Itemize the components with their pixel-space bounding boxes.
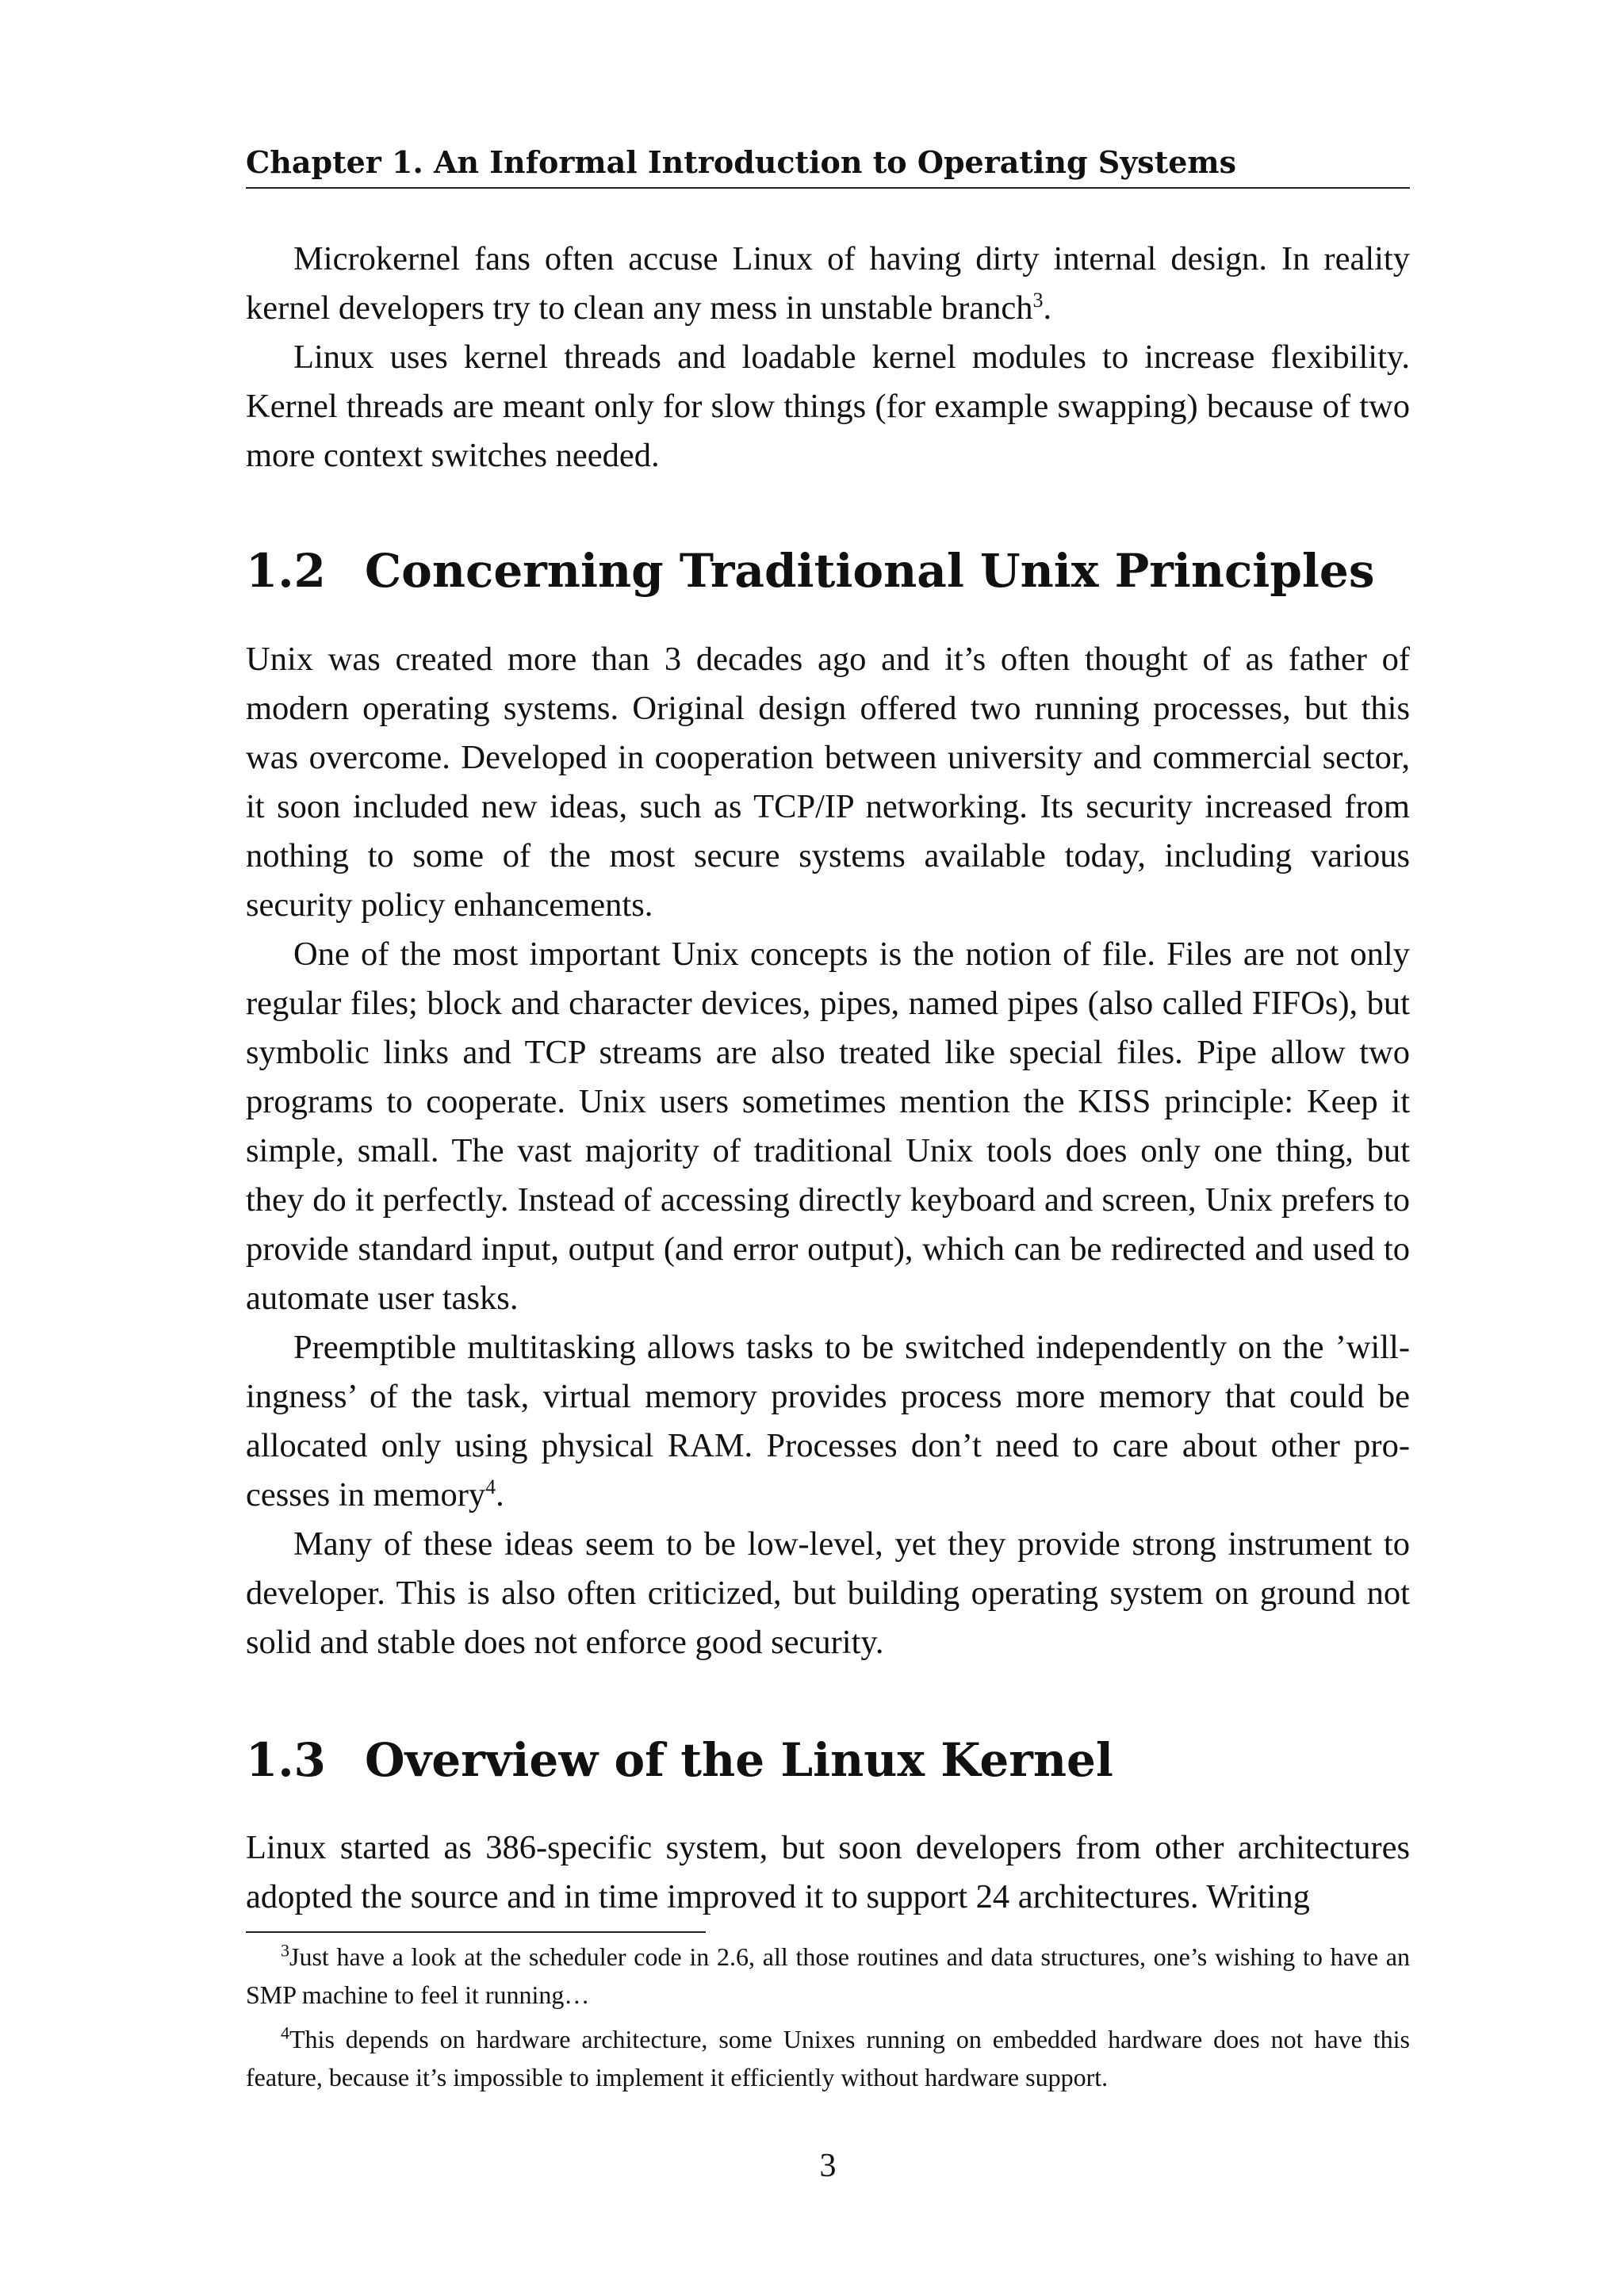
paragraph: Linux uses kernel threads and loadable kernel modules to increase flexibility. Kernel threads are meant only for slow things (for example swapping) because of two more context switches needed.	[246, 339, 1410, 474]
paragraph: Microkernel fans often accuse Linux of having dirty internal design. In reality kernel developers try to clean any mess in unstable branch$^3$.	[246, 240, 1410, 327]
running-header: Chapter 1. An Informal Introduction to Operating Systems	[246, 143, 1410, 189]
footnote-ref[interactable]: 3	[1032, 288, 1044, 312]
paragraph: Preemptible multitasking allows tasks to be switched independently on the ’willingness’ of the task, virtual memory provides process more memory that could be allocated only using physical RAM. Processes don’t need to care about other processes in memory$^4$.	[246, 1329, 1410, 1513]
footnote-ref[interactable]: 4	[485, 1475, 496, 1498]
section-number: 1.3	[246, 1733, 326, 1787]
section-heading-1-2	[246, 539, 1374, 603]
paragraph: One of the most important Unix concepts is the notion of file. Files are not only regular files; block and character devices, pipes, named pipes (also called FIFOs), but symbolic links and TCP streams are also treated like special files. Pipe allow two programs to cooperate. Unix users sometimes mention the KISS principle: Keep it simple, small. The vast majority of traditional Unix tools does only one thing, but they do it perfectly. Instead of accessing directly keyboard and screen, Unix prefers to provide standard input, output (and error output), which can be redirected and used to automate user tasks.	[246, 936, 1410, 1317]
section-title: Overview of the Linux Kernel	[365, 1733, 1113, 1787]
section-title: Concerning Traditional Unix Principles	[365, 544, 1375, 598]
section-number: 1.2	[246, 544, 326, 598]
intro-text	[246, 235, 1410, 480]
footnote: $^4$This depends on hardware architecture, some Unixes running on embedded hardware does not have this feature, because it’s impossible to implement it efficiently without hardware support.	[246, 2022, 1410, 2091]
footnotes	[246, 1938, 1410, 2103]
footnote-rule	[246, 1931, 706, 1933]
footnote: $^3$Just have a look at the scheduler code in 2.6, all those routines and data structures, one’s wishing to have an SMP machine to feel it running…	[246, 1940, 1410, 2009]
footnote-mark: 4	[281, 2022, 289, 2043]
section-heading-1-3	[246, 1728, 1113, 1792]
paragraph: Many of these ideas seem to be low-level, yet they provide strong instrument to developer. This is also often criticized, but building operating system on ground not solid and stable does not enforce good security.	[246, 1525, 1410, 1661]
section-1-2-text	[246, 635, 1410, 1667]
paragraph: Linux started as 386-specific system, but soon developers from other architectures adopted the source and in time improved it to support 24 architectures. Writing	[246, 1829, 1410, 1915]
section-1-3-text	[246, 1823, 1410, 1922]
paragraph: Unix was created more than 3 decades ago and it’s often thought of as father of modern operating systems. Original design offered two running processes, but this was overcome. Developed in cooperation between university and commercial sector, it soon included new ideas, such as TCP/IP networking. Its security increased from nothing to some of the most secure systems available today, including various security policy enhancements.	[246, 641, 1410, 924]
footnote-mark: 3	[281, 1940, 289, 1961]
page-number: 3	[819, 2148, 837, 2184]
